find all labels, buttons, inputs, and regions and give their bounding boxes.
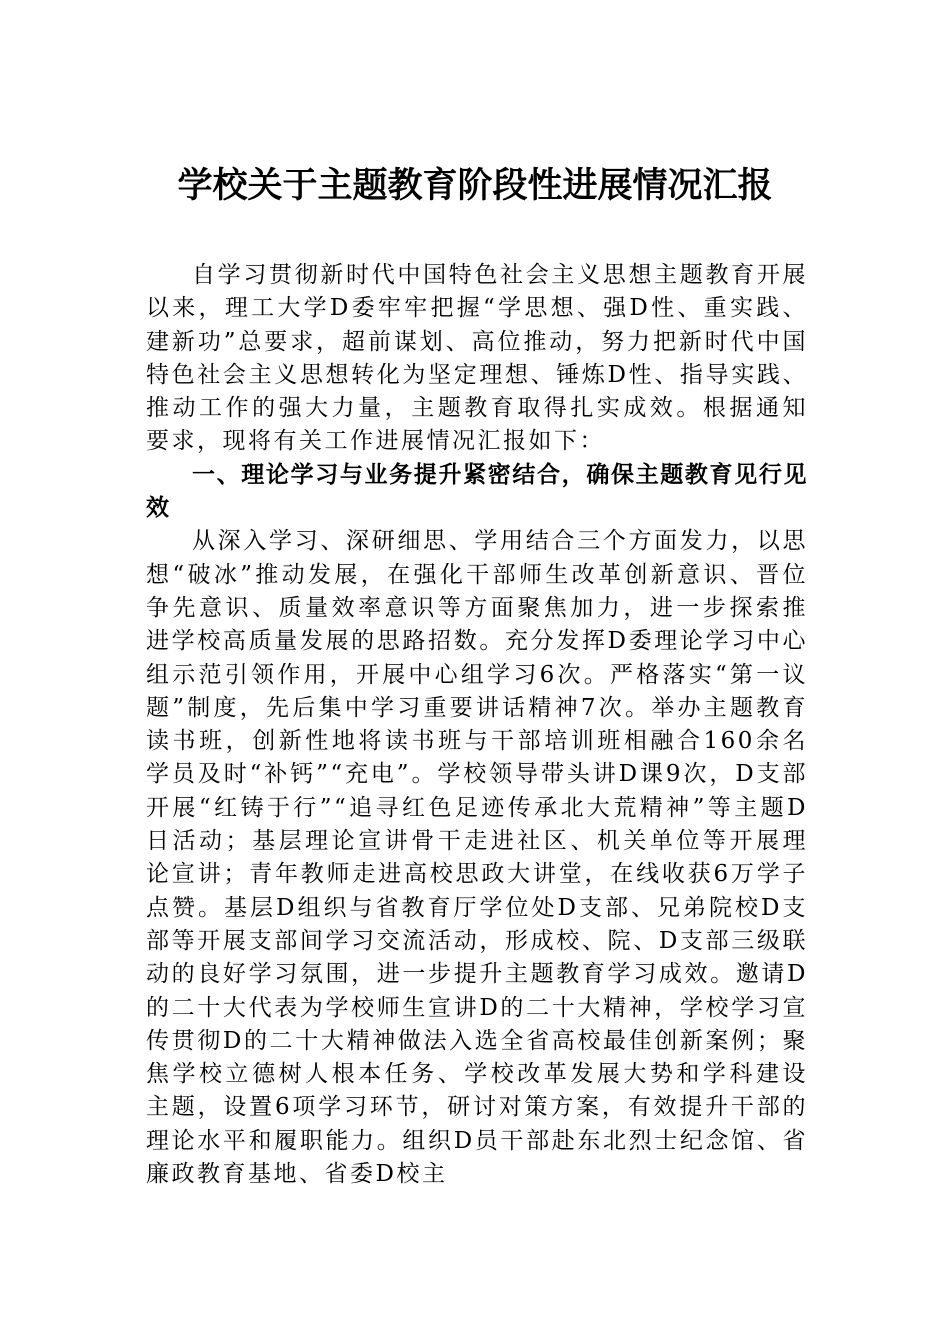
document-title: 学校关于主题教育阶段性进展情况汇报	[177, 165, 773, 206]
intro-paragraph: 自学习贯彻新时代中国特色社会主义思想主题教育开展以来，理工大学D委牢牢把握“学思想、强D性、重实践、建新功”总要求，超前谋划、高位推动，努力把新时代中国特色社会主义思想转化为坚定理想、锤炼D性、指导实践、推动工作的强大力量，主题教育取得扎实成效。根据通知要求，现将有关工作进展情况汇报如下：	[146, 262, 808, 455]
section-1-heading: 一、理论学习与业务提升紧密结合，确保主题教育见行见效	[146, 461, 808, 522]
section-1-paragraph: 从深入学习、深研细思、学用结合三个方面发力，以思想“破冰”推动发展，在强化干部师生改革创新意识、晋位争先意识、质量效率意识等方面聚焦加力，进一步探索推进学校高质量发展的思路招数。充分发挥D委理论学习中心组示范引领作用，开展中心组学习6次。严格落实“第一议题”制度，先后集中学习重要讲话精神7次。举办主题教育读书班，创新性地将读书班与干部培训班相融合160余名学员及时“补钙”“充电”。学校领导带头讲D课9次，D支部开展“红铸于行”“追寻红色足迹传承北大荒精神”等主题D日活动；基层理论宣讲骨干走进社区、机关单位等开展理论宣讲；青年教师走进高校思政大讲堂，在线收获6万学子点赞。基层D组织与省教育厅学位处D支部、兄弟院校D支部等开展支部间学习交流活动，形成校、院、D支部三级联动的良好学习氛围，进一步提升主题教育学习成效。邀请D的二十大代表为学校师生宣讲D的二十大精神，学校学习宣传贯彻D的二十大精神做法入选全省高校最佳创新案例；聚焦学校立德树人根本任务、学校改革发展大势和学科建设主题，设置6项学习环节，研讨对策方案，有效提升干部的理论水平和履职能力。组织D员干部赴东北烈士纪念馆、省廉政教育基地、省委D校主	[146, 528, 808, 1188]
document-body	[146, 259, 808, 1191]
